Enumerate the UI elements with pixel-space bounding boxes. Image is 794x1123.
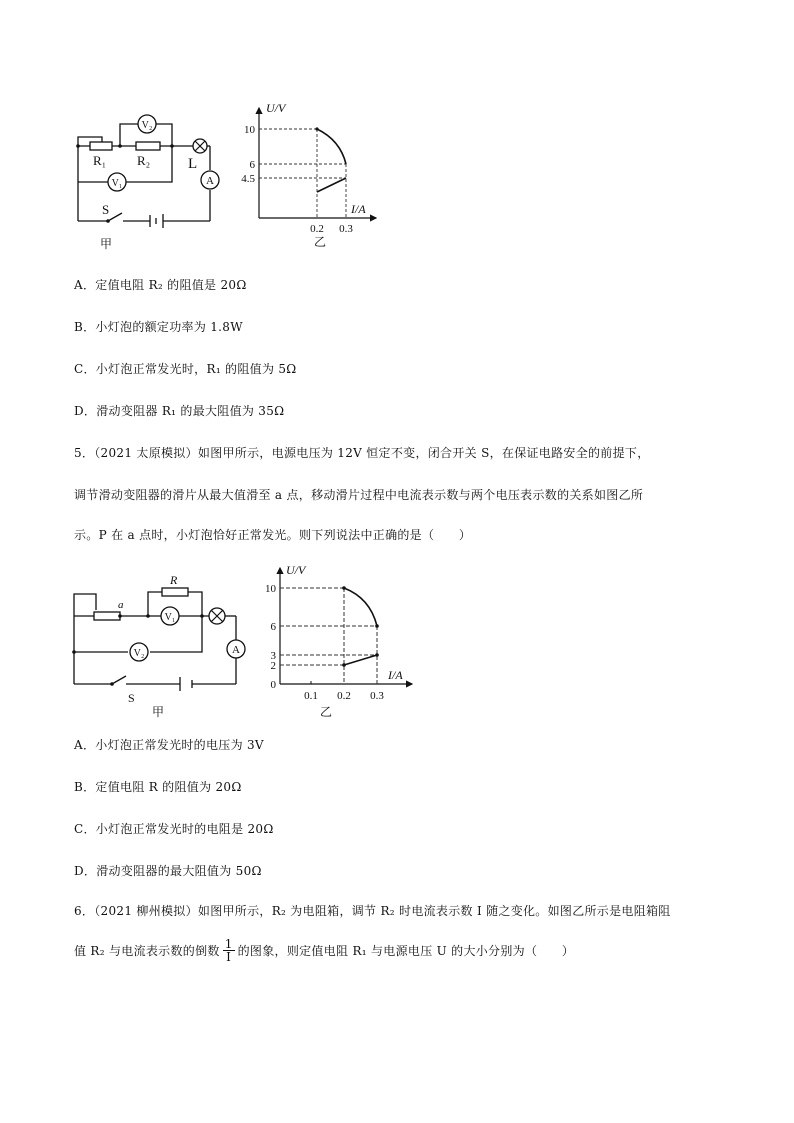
svg-text:V₂: V₂ [141, 120, 153, 131]
q6-stem-line-1: 6．（2021 柳州模拟）如图甲所示，R₂ 为电阻箱，调节 R₂ 时电流表示数 I 随之变化。如图乙所示是电阻箱阻 [74, 904, 671, 918]
q4-r2-resistor [136, 142, 160, 150]
q4-x-tick-0-3: 0.3 [339, 223, 353, 235]
q6-stem-line-2-prefix: 值 R₂ 与电流表示数的倒数 [74, 944, 220, 958]
q5-r-label: R [170, 573, 178, 587]
q5-option-b: B．定值电阻 R 的阻值为 20Ω [74, 780, 242, 794]
q5-stem-line-1: 5．（2021 太原模拟）如图甲所示，电源电压为 12V 恒定不变，闭合开关 S，在保证电路安全的前提下， [74, 446, 650, 460]
q4-option-a: A．定值电阻 R₂ 的阻值是 20Ω [74, 278, 247, 292]
q4-option-d: D．滑动变阻器 R₁ 的最大阻值为 35Ω [74, 404, 285, 418]
q5-switch-label: S [128, 691, 135, 705]
q4-x-tick-0-2: 0.2 [310, 223, 324, 235]
q4-r1-label: R₁ [93, 153, 107, 168]
q6-fraction-numerator: 1 [224, 937, 233, 951]
q5-ammeter [227, 640, 245, 658]
q4-v2-meter [138, 115, 156, 133]
q4-y-tick-6: 6 [249, 159, 255, 171]
q5-v2-meter [130, 643, 148, 661]
q4-circuit-diagram [60, 100, 230, 255]
svg-text:V₁: V₁ [111, 178, 123, 189]
q4-lamp-label: L [188, 156, 198, 172]
q4-option-c: C．小灯泡正常发光时，R₁ 的阻值为 5Ω [74, 362, 297, 376]
svg-text:A: A [206, 175, 214, 187]
svg-text:A: A [232, 644, 240, 656]
q5-stem-line-3: 示。P 在 a 点时，小灯泡恰好正常发光。则下列说法中正确的是（ ） [74, 528, 472, 542]
q5-r-resistor [162, 588, 188, 596]
q4-r1-resistor [90, 142, 112, 150]
q4-graph-caption: 乙 [314, 235, 327, 249]
q5-stem-line-2: 调节滑动变阻器的滑片从最大值滑至 a 点，移动滑片过程中电流表示数与两个电压表示数的关系如图乙所 [74, 488, 644, 502]
q4-y-tick-4-5: 4.5 [241, 173, 255, 185]
q6-fraction [223, 938, 235, 963]
q5-y-tick-3: 3 [270, 650, 276, 662]
q5-circuit-caption: 甲 [152, 705, 165, 719]
q5-a-point-label: a [118, 599, 124, 611]
q5-x-axis-label: I/A [388, 668, 403, 682]
q5-graph [262, 562, 422, 722]
q4-y-axis-label: U/V [266, 101, 286, 115]
svg-text:V₂: V₂ [133, 648, 145, 659]
q5-curve-lower [344, 655, 377, 665]
q5-option-d: D．滑动变阻器的最大阻值为 50Ω [74, 864, 262, 878]
q5-x-tick-0-2: 0.2 [337, 690, 351, 702]
q5-option-c: C．小灯泡正常发光时的电阻是 20Ω [74, 822, 274, 836]
q4-circuit-caption: 甲 [100, 237, 113, 251]
q5-curve-upper [344, 588, 377, 626]
q5-y-tick-2: 2 [270, 660, 276, 672]
q5-y-tick-10: 10 [265, 583, 276, 595]
q4-r2-label: R₂ [137, 153, 151, 168]
q5-rheostat [94, 612, 120, 620]
q4-curve-lower [317, 178, 346, 192]
q5-y-axis-label: U/V [286, 563, 306, 577]
q4-x-axis-label: I/A [351, 202, 366, 216]
q5-graph-caption: 乙 [320, 705, 333, 719]
q4-v1-meter [108, 173, 126, 191]
q4-lamp-icon [193, 139, 207, 153]
q5-origin-label: 0 [270, 679, 276, 691]
svg-text:V₁: V₁ [164, 612, 176, 623]
q5-y-tick-6: 6 [270, 621, 276, 633]
q4-curve-upper [317, 129, 346, 164]
q5-circuit-diagram [62, 570, 258, 720]
q5-x-tick-0-1: 0.1 [304, 690, 318, 702]
q5-option-a: A．小灯泡正常发光时的电压为 3V [74, 738, 264, 752]
q4-ammeter [201, 171, 219, 189]
q6-stem-line-2 [74, 938, 574, 963]
q4-option-b: B．小灯泡的额定功率为 1.8W [74, 320, 243, 334]
q4-switch-label: S [102, 202, 110, 217]
q6-fraction-denominator: I [226, 950, 232, 964]
q5-x-tick-0-3: 0.3 [370, 690, 384, 702]
q5-lamp-icon [209, 608, 225, 624]
q4-graph [228, 100, 388, 250]
q5-v1-meter [161, 607, 179, 625]
q4-y-tick-10: 10 [244, 124, 255, 136]
q6-stem-line-2-suffix: 的图象，则定值电阻 R₁ 与电源电压 U 的大小分别为（ ） [237, 944, 575, 958]
